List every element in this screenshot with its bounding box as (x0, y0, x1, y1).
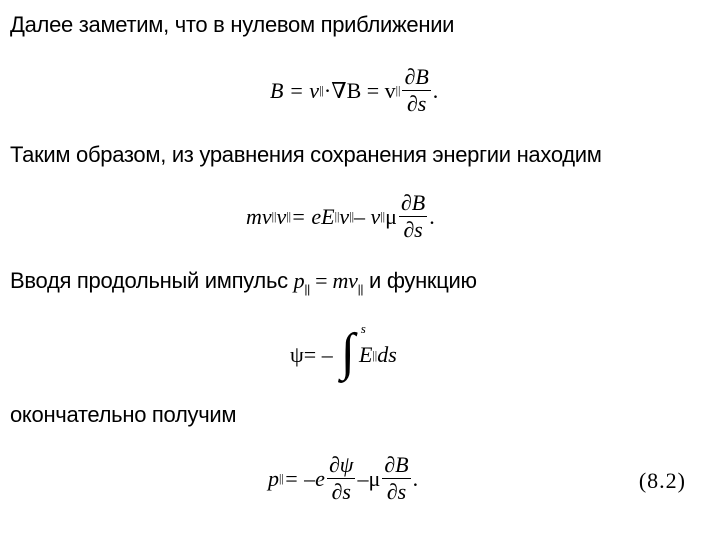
eq4-fraction-1 (327, 452, 356, 505)
eq4-numerator-2: ∂B (384, 452, 409, 477)
eq2-period: . (429, 203, 435, 229)
equation-4 (268, 452, 418, 505)
eq2-lhs: mv (246, 203, 272, 229)
eq2-numerator: ∂B (400, 190, 426, 215)
eq1-sub-2: || (395, 83, 401, 97)
eq3-ds: ds (377, 342, 397, 367)
paragraph-3-equals: = (309, 268, 333, 293)
eq2-v2: v (339, 203, 350, 229)
eq3-integral-wrap (340, 321, 366, 381)
equation-3 (290, 322, 397, 388)
eq2-sub-2: || (286, 209, 292, 223)
eq1-period: . (432, 77, 439, 103)
eq1-lhs: B = v (270, 77, 320, 103)
paragraph-3-sub-1: || (304, 282, 310, 296)
eq3-psi: ψ (290, 342, 304, 367)
eq1-numerator: ∂B (404, 64, 429, 89)
eq4-minus: – (357, 465, 369, 491)
eq2-denominator: ∂s (403, 217, 423, 242)
eq2-eE: = eE (291, 203, 335, 229)
paragraph-3-mv: mv (332, 268, 358, 293)
eq2-sub-1: || (271, 209, 277, 223)
paragraph-3 (10, 268, 477, 296)
eq1-sub-1: || (319, 83, 324, 97)
eq4-sub: || (279, 471, 284, 485)
eq3-equals-minus: = – (303, 342, 333, 367)
eq1-denominator: ∂s (406, 91, 427, 116)
eq4-fraction-2 (382, 452, 410, 505)
paragraph-1: Далее заметим, что в нулевом приближении (10, 12, 455, 37)
eq3-integral-sign: ∫ (340, 324, 355, 381)
paragraph-3-text-start: Вводя продольный импульс (10, 268, 294, 293)
paragraph-4: окончательно получим (10, 402, 237, 427)
equation-2 (246, 190, 435, 243)
paragraph-3-sub-2: || (357, 282, 364, 296)
paragraph-3-p: p (293, 268, 305, 293)
eq4-mu: μ (368, 465, 381, 491)
eq4-period: . (412, 465, 419, 491)
eq1-fraction (402, 64, 430, 117)
eq4-p: p (268, 465, 279, 491)
eq3-upper-limit: s (360, 321, 366, 336)
eq3-sub: || (372, 347, 378, 362)
paragraph-2: Таким образом, из уравнения сохранения энергии находим (10, 142, 602, 167)
eq2-sub-4: || (349, 209, 354, 223)
eq1-mid: ·∇B = v (323, 77, 396, 103)
eq2-fraction (399, 190, 427, 243)
eq2-mu: μ (385, 203, 397, 229)
eq2-sub-5: || (380, 209, 386, 223)
eq3-E: E (358, 342, 373, 367)
eq2-sub-3: || (334, 209, 340, 223)
equation-number: (8.2) (638, 468, 686, 493)
paragraph-3-text-end: и функцию (363, 268, 477, 293)
eq4-denominator-1: ∂s (331, 479, 351, 504)
equation-1 (270, 64, 438, 117)
eq4-denominator-2: ∂s (386, 479, 407, 504)
eq4-numerator-1: ∂ψ (328, 452, 354, 477)
eq2-v: v (276, 203, 287, 229)
eq4-equals-minus-e: = –e (283, 465, 325, 491)
eq2-minus-v: – v (354, 203, 381, 229)
